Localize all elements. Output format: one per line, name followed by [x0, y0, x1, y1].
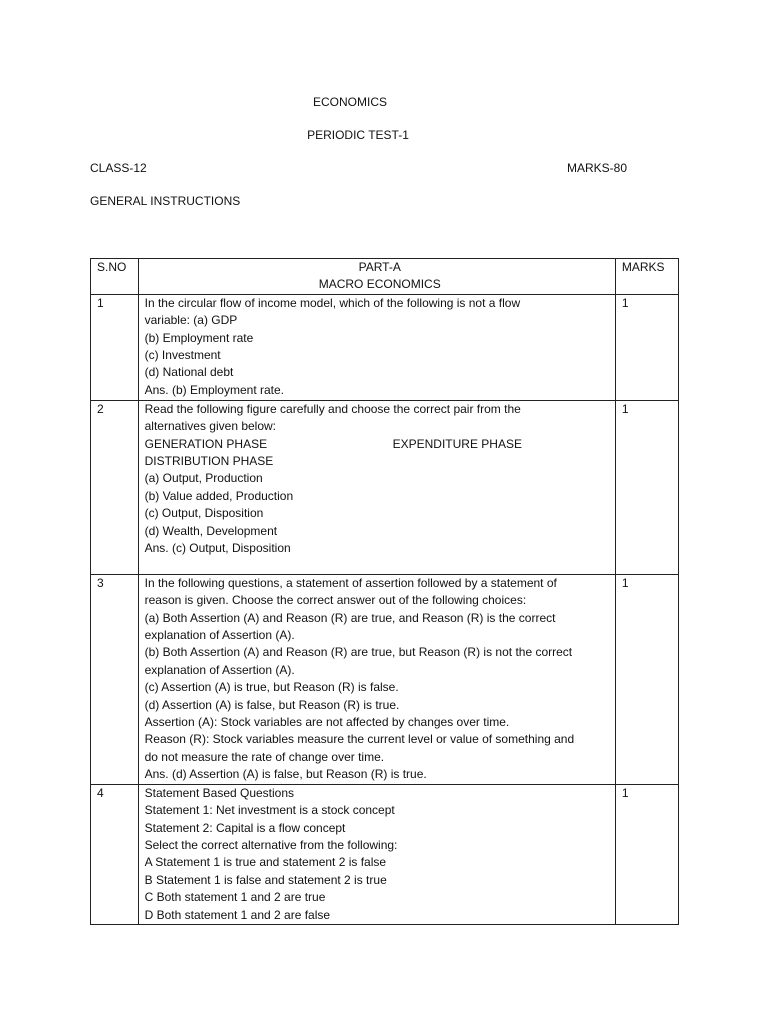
- total-marks-label: MARKS-80: [567, 161, 628, 175]
- general-instructions-heading: GENERAL INSTRUCTIONS: [90, 194, 241, 208]
- marks-header: MARKS: [615, 259, 678, 295]
- question-number: 2: [91, 400, 139, 574]
- question-number: 1: [91, 294, 139, 400]
- subject-title: ECONOMICS: [312, 95, 387, 109]
- question-number: 3: [91, 574, 139, 784]
- question-number: 4: [91, 784, 139, 924]
- question-text: In the following questions, a statement of assertion followed by a statement of reason is given. Choose the correct answer out of the following choices: (a) Both Assertion (A) and Reason (R) are true, and Reason (R) is the correct explanation of Assertion (A). (b) Both Assertion (A) and Reason (R) are true, but Reason (R) is not the correct explanation of Assertion (A). (c) Assertion (A) is true, but Reason (R) is false. (d) Assertion (A) is false, but Reason (R) is true. Assertion (A): Stock variables are not affected by changes over time. Reason (R): Stock variables measure the current level or value of something and do not measure the rate of change over time. Ans. (d) Assertion (A) is false, but Reason (R) is true.: [138, 574, 615, 784]
- question-text: In the circular flow of income model, which of the following is not a flow variable: (a) GDP (b) Employment rate (c) Investment (d) National debt Ans. (b) Employment rate.: [138, 294, 615, 400]
- part-header: [138, 259, 615, 295]
- part-label: PART-A: [358, 260, 401, 274]
- table-row: [91, 574, 679, 784]
- question-text: Statement Based Questions Statement 1: Net investment is a stock concept Statement 2: Capital is a flow concept Select the correct alternative from the following: A Statement 1 is true and statement 2 is false B Statement 1 is false and statement 2 is true C Both statement 1 and 2 are true D Both statement 1 and 2 are false: [138, 784, 615, 924]
- question-marks: 1: [615, 574, 678, 784]
- question-marks: 1: [615, 784, 678, 924]
- section-label: MACRO ECONOMICS: [318, 277, 441, 292]
- table-row: [91, 784, 679, 924]
- question-table: [90, 258, 679, 925]
- question-marks: 1: [615, 400, 678, 574]
- generation-phase: GENERATION PHASE: [144, 436, 268, 451]
- test-title: PERIODIC TEST-1: [307, 128, 409, 142]
- table-row: [91, 294, 679, 400]
- question-marks: 1: [615, 294, 678, 400]
- phase-pair: [145, 436, 615, 453]
- table-row: [91, 400, 679, 574]
- question-text: Read the following figure carefully and choose the correct pair from the alternatives given below: GENERATION PHASE EXPENDITURE PHASE DISTRIBUTION PHASE (a) Output, Production (b) Value added, Production (c) Output, Disposition (d) Wealth, Development Ans. (c) Output, Disposition: [138, 400, 615, 574]
- expenditure-phase: EXPENDITURE PHASE: [392, 436, 522, 451]
- sno-header: S.NO: [91, 259, 139, 295]
- table-header-row: [91, 259, 679, 295]
- class-label: CLASS-12: [90, 161, 147, 175]
